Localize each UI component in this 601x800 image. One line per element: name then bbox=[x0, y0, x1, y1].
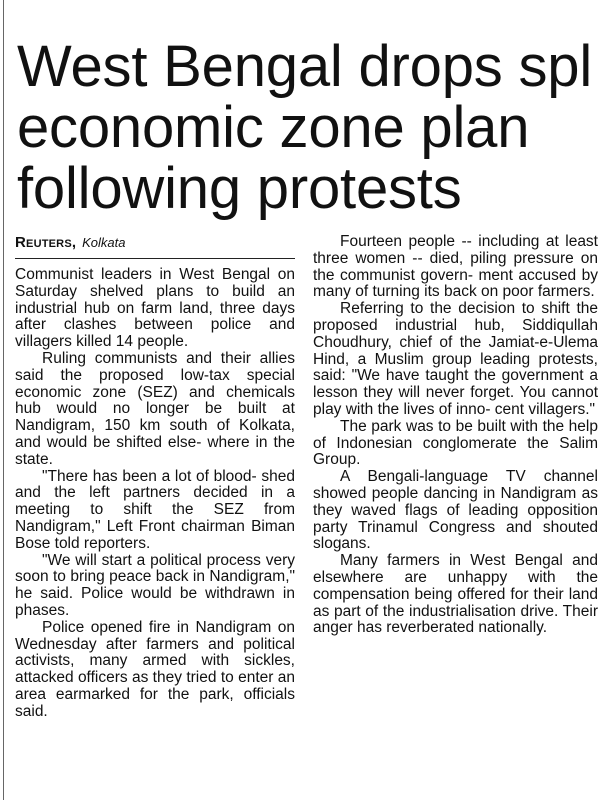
right-paragraph-5: Many farmers in West Bengal and elsewhere are unhappy with the compensation being offered for their land as part of the industrialisation drive. Their anger has reverberated nationally. bbox=[313, 552, 598, 637]
headline-line-3: following protests bbox=[17, 156, 462, 221]
right-paragraph-4: A Bengali-language TV channel showed people dancing in Nandigram as they waved flags of leading opposition party Trinamul Congress and shouted slogans. bbox=[313, 468, 598, 553]
headline bbox=[17, 36, 601, 219]
left-paragraph-3: "There has been a lot of blood- shed and the left partners decided in a meeting to shift the SEZ from Nandigram," Left Front chairman Biman Bose told reporters. bbox=[15, 467, 295, 552]
right-paragraph-2: Referring to the decision to shift the proposed industrial hub, Siddiqullah Choudhury, chief of the Jamiat-e-Ulema Hind, a Muslim group leading protests, said: "We have taught the government a lesson they will never forget. You cannot play with the lives of inno- cent villagers." bbox=[313, 300, 598, 418]
left-paragraph-4: "We will start a political process very soon to bring peace back in Nandigram," he said. Police would be withdrawn in phases. bbox=[15, 551, 295, 619]
article-body bbox=[15, 233, 598, 800]
left-paragraph-2: Ruling communists and their allies said the proposed low-tax special economic zone (SEZ) and chemicals hub would no longer be built at Nandigram, 150 km south of Kolkata, and would be shifted else- where in the state. bbox=[15, 349, 295, 468]
headline-line-2: economic zone plan bbox=[17, 95, 530, 160]
right-paragraph-1: Fourteen people -- including at least three women -- died, piling pressure on the communist govern- ment accused by many of turning its back on poor farmers. bbox=[313, 233, 598, 301]
right-paragraph-3: The park was to be built with the help of Indonesian conglomerate the Salim Group. bbox=[313, 417, 598, 469]
left-paragraph-1: Communist leaders in West Bengal on Saturday shelved plans to build an industrial hub on farm land, three days after clashes between police and villagers killed 14 people. bbox=[15, 266, 295, 351]
left-paragraph-5: Police opened fire in Nandigram on Wednesday after farmers and political activists, many armed with sickles, attacked officers as they tried to enter an area earmarked for the park, officials said. bbox=[15, 618, 295, 720]
dateline: Kolkata bbox=[82, 235, 126, 250]
headline-line-1: West Bengal drops spl bbox=[17, 34, 593, 99]
right-column bbox=[313, 234, 598, 637]
agency-name: Reuters, bbox=[15, 234, 77, 251]
left-column bbox=[15, 234, 295, 721]
column-rule bbox=[3, 0, 4, 800]
byline bbox=[15, 234, 295, 259]
